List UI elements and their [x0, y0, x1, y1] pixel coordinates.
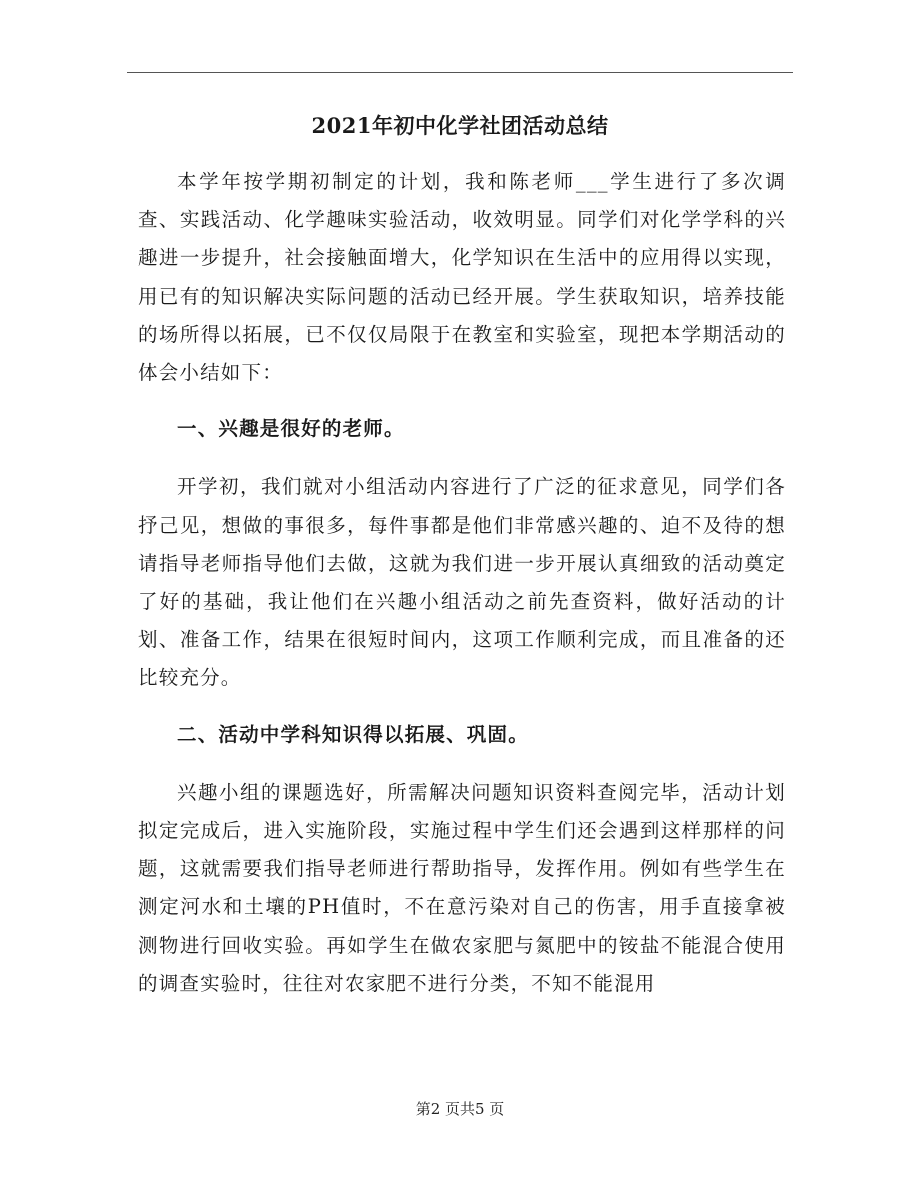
document-title: 2021年初中化学社团活动总结 [311, 113, 609, 138]
section-1-paragraph: 开学初，我们就对小组活动内容进行了广泛的征求意见，同学们各抒己见，想做的事很多，每件事都是他们非常感兴趣的、迫不及待的想请指导老师指导他们去做，这就为我们进一步开展认真细致的活动奠定了好的基础，我让他们在兴趣小组活动之前先查资料，做好活动的计划、准备工作，结果在很短时间内，这项工作顺利完成，而且准备的还比较充分。 [138, 475, 786, 690]
document-body [138, 163, 786, 1003]
section-1-heading: 一、兴趣是很好的老师。 [177, 417, 405, 441]
intro-paragraph: 本学年按学期初制定的计划，我和陈老师___学生进行了多次调查、实践活动、化学趣味实验活动，收效明显。同学们对化学学科的兴趣进一步提升，社会接触面增大，化学知识在生活中的应用得以实现，用已有的知识解决实际问题的活动已经开展。学生获取知识，培养技能的场所得以拓展，已不仅仅局限于在教室和实验室，现把本学期活动的体会小结如下： [138, 170, 786, 385]
header-rule [127, 72, 793, 73]
page-number: 第2 页共5 页 [415, 1100, 505, 1118]
section-2-paragraph: 兴趣小组的课题选好，所需解决问题知识资料查阅完毕，活动计划拟定完成后，进入实施阶段，实施过程中学生们还会遇到这样那样的问题，这就需要我们指导老师进行帮助指导，发挥作用。例如有些学生在测定河水和土壤的PH值时，不在意污染对自己的伤害，用手直接拿被测物进行回收实验。再如学生在做农家肥与氮肥中的铵盐不能混合使用的调查实验时，往往对农家肥不进行分类，不知不能混用 [138, 780, 786, 995]
section-2-heading: 二、活动中学科知识得以拓展、巩固。 [177, 722, 529, 746]
